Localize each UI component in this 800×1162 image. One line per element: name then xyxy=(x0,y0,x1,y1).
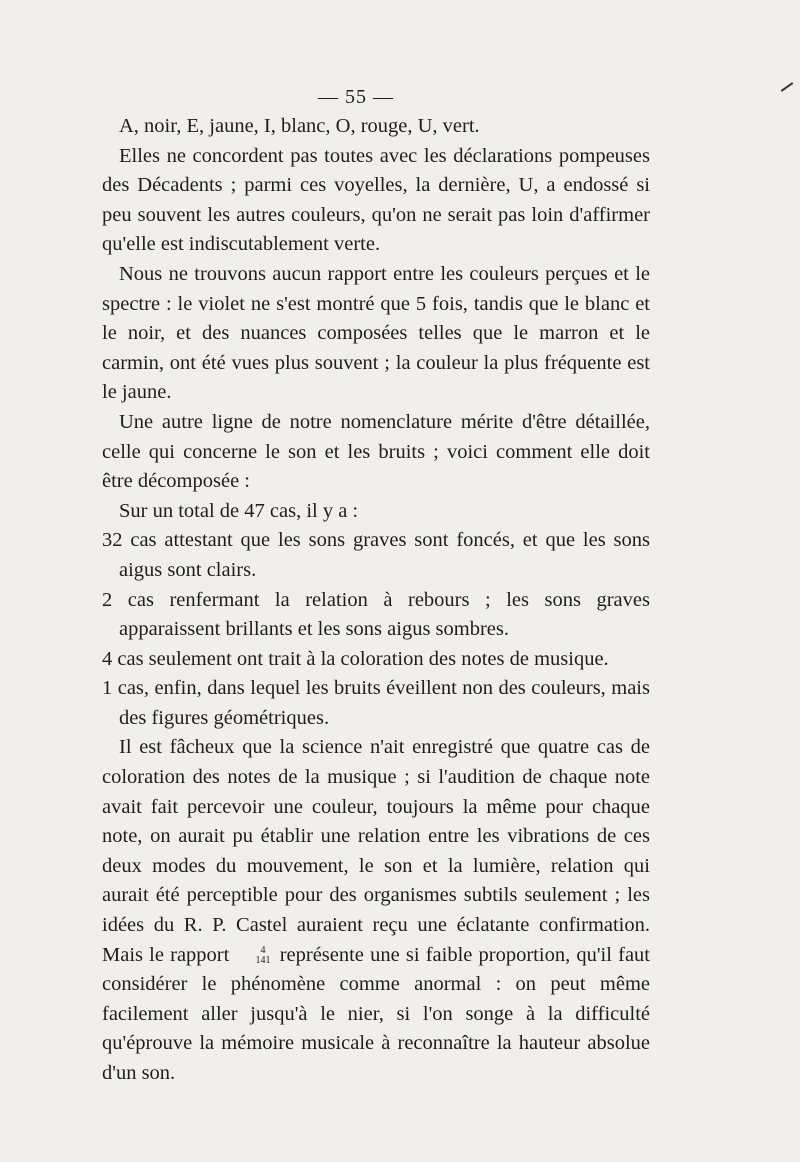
list-item: 1 cas, enfin, dans lequel les bruits éveillent non des couleurs, mais des figures géométriques. xyxy=(102,677,650,729)
page-number: — 55 — xyxy=(318,86,394,108)
list-item: 4 cas seulement ont trait à la coloration des notes de musique. xyxy=(102,647,609,670)
list-item: 32 cas attestant que les sons graves sont foncés, et que les sons aigus sont clairs. xyxy=(102,529,650,581)
paragraph-decadents: Elles ne concordent pas toutes avec les déclarations pompeuses des Décadents ; parmi ces voyelles, la dernière, U, a endossé si peu souvent les autres couleurs, qu'on ne serait pas loin d'affirmer qu'elle est indiscutablement verte. xyxy=(102,144,650,256)
paragraph-total: Sur un total de 47 cas, il y a : xyxy=(119,499,359,522)
paragraph-vowel-colors: A, noir, E, jaune, I, blanc, O, rouge, U, vert. xyxy=(119,115,480,137)
closing-text-start: Il est fâcheux que la science n'ait enregistré que quatre cas de coloration des notes de la musique ; si l'audition de chaque note avait fait percevoir une couleur, toujours la même pour chaque note, on aurait pu établir une relation entre les vibrations de ces deux modes du mouvement, le son et la lumière, relation qui aurait été perceptible pour des organismes subtils seulement ; les idées du R. P. Castel auraient reçu une éclatante confirmation. Mais le rapport xyxy=(102,736,650,966)
margin-mark xyxy=(781,82,794,92)
fraction-denominator: 141 xyxy=(255,954,271,966)
page-body xyxy=(102,112,650,1089)
paragraph-nomenclature: Une autre ligne de notre nomenclature mérite d'être détaillée, celle qui concerne le son et les bruits ; voici comment elle doit être décomposée : xyxy=(102,410,650,493)
ratio-fraction xyxy=(239,946,271,966)
closing-text-end: représente une si faible proportion, qu'il faut considérer le phénomène comme anormal : on peut même facilement aller jusqu'à le nier, si l'on songe à la difficulté qu'éprouve la mémoire musicale à reconnaître la hauteur absolue d'un son. xyxy=(102,943,650,1084)
list-item: 2 cas renfermant la relation à rebours ; les sons graves apparaissent brillants et les sons aigus sombres. xyxy=(102,588,650,641)
paragraph-closing xyxy=(102,733,650,1088)
fraction-numerator: 4 xyxy=(260,944,266,956)
paragraph-spectre: Nous ne trouvons aucun rapport entre les couleurs perçues et le spectre : le violet ne s'est montré que 5 fois, tandis que le blanc et le noir, et des nuances composées telles que le marron et le carmin, ont été vues plus souvent ; la couleur la plus fréquente est le jaune. xyxy=(102,262,650,404)
